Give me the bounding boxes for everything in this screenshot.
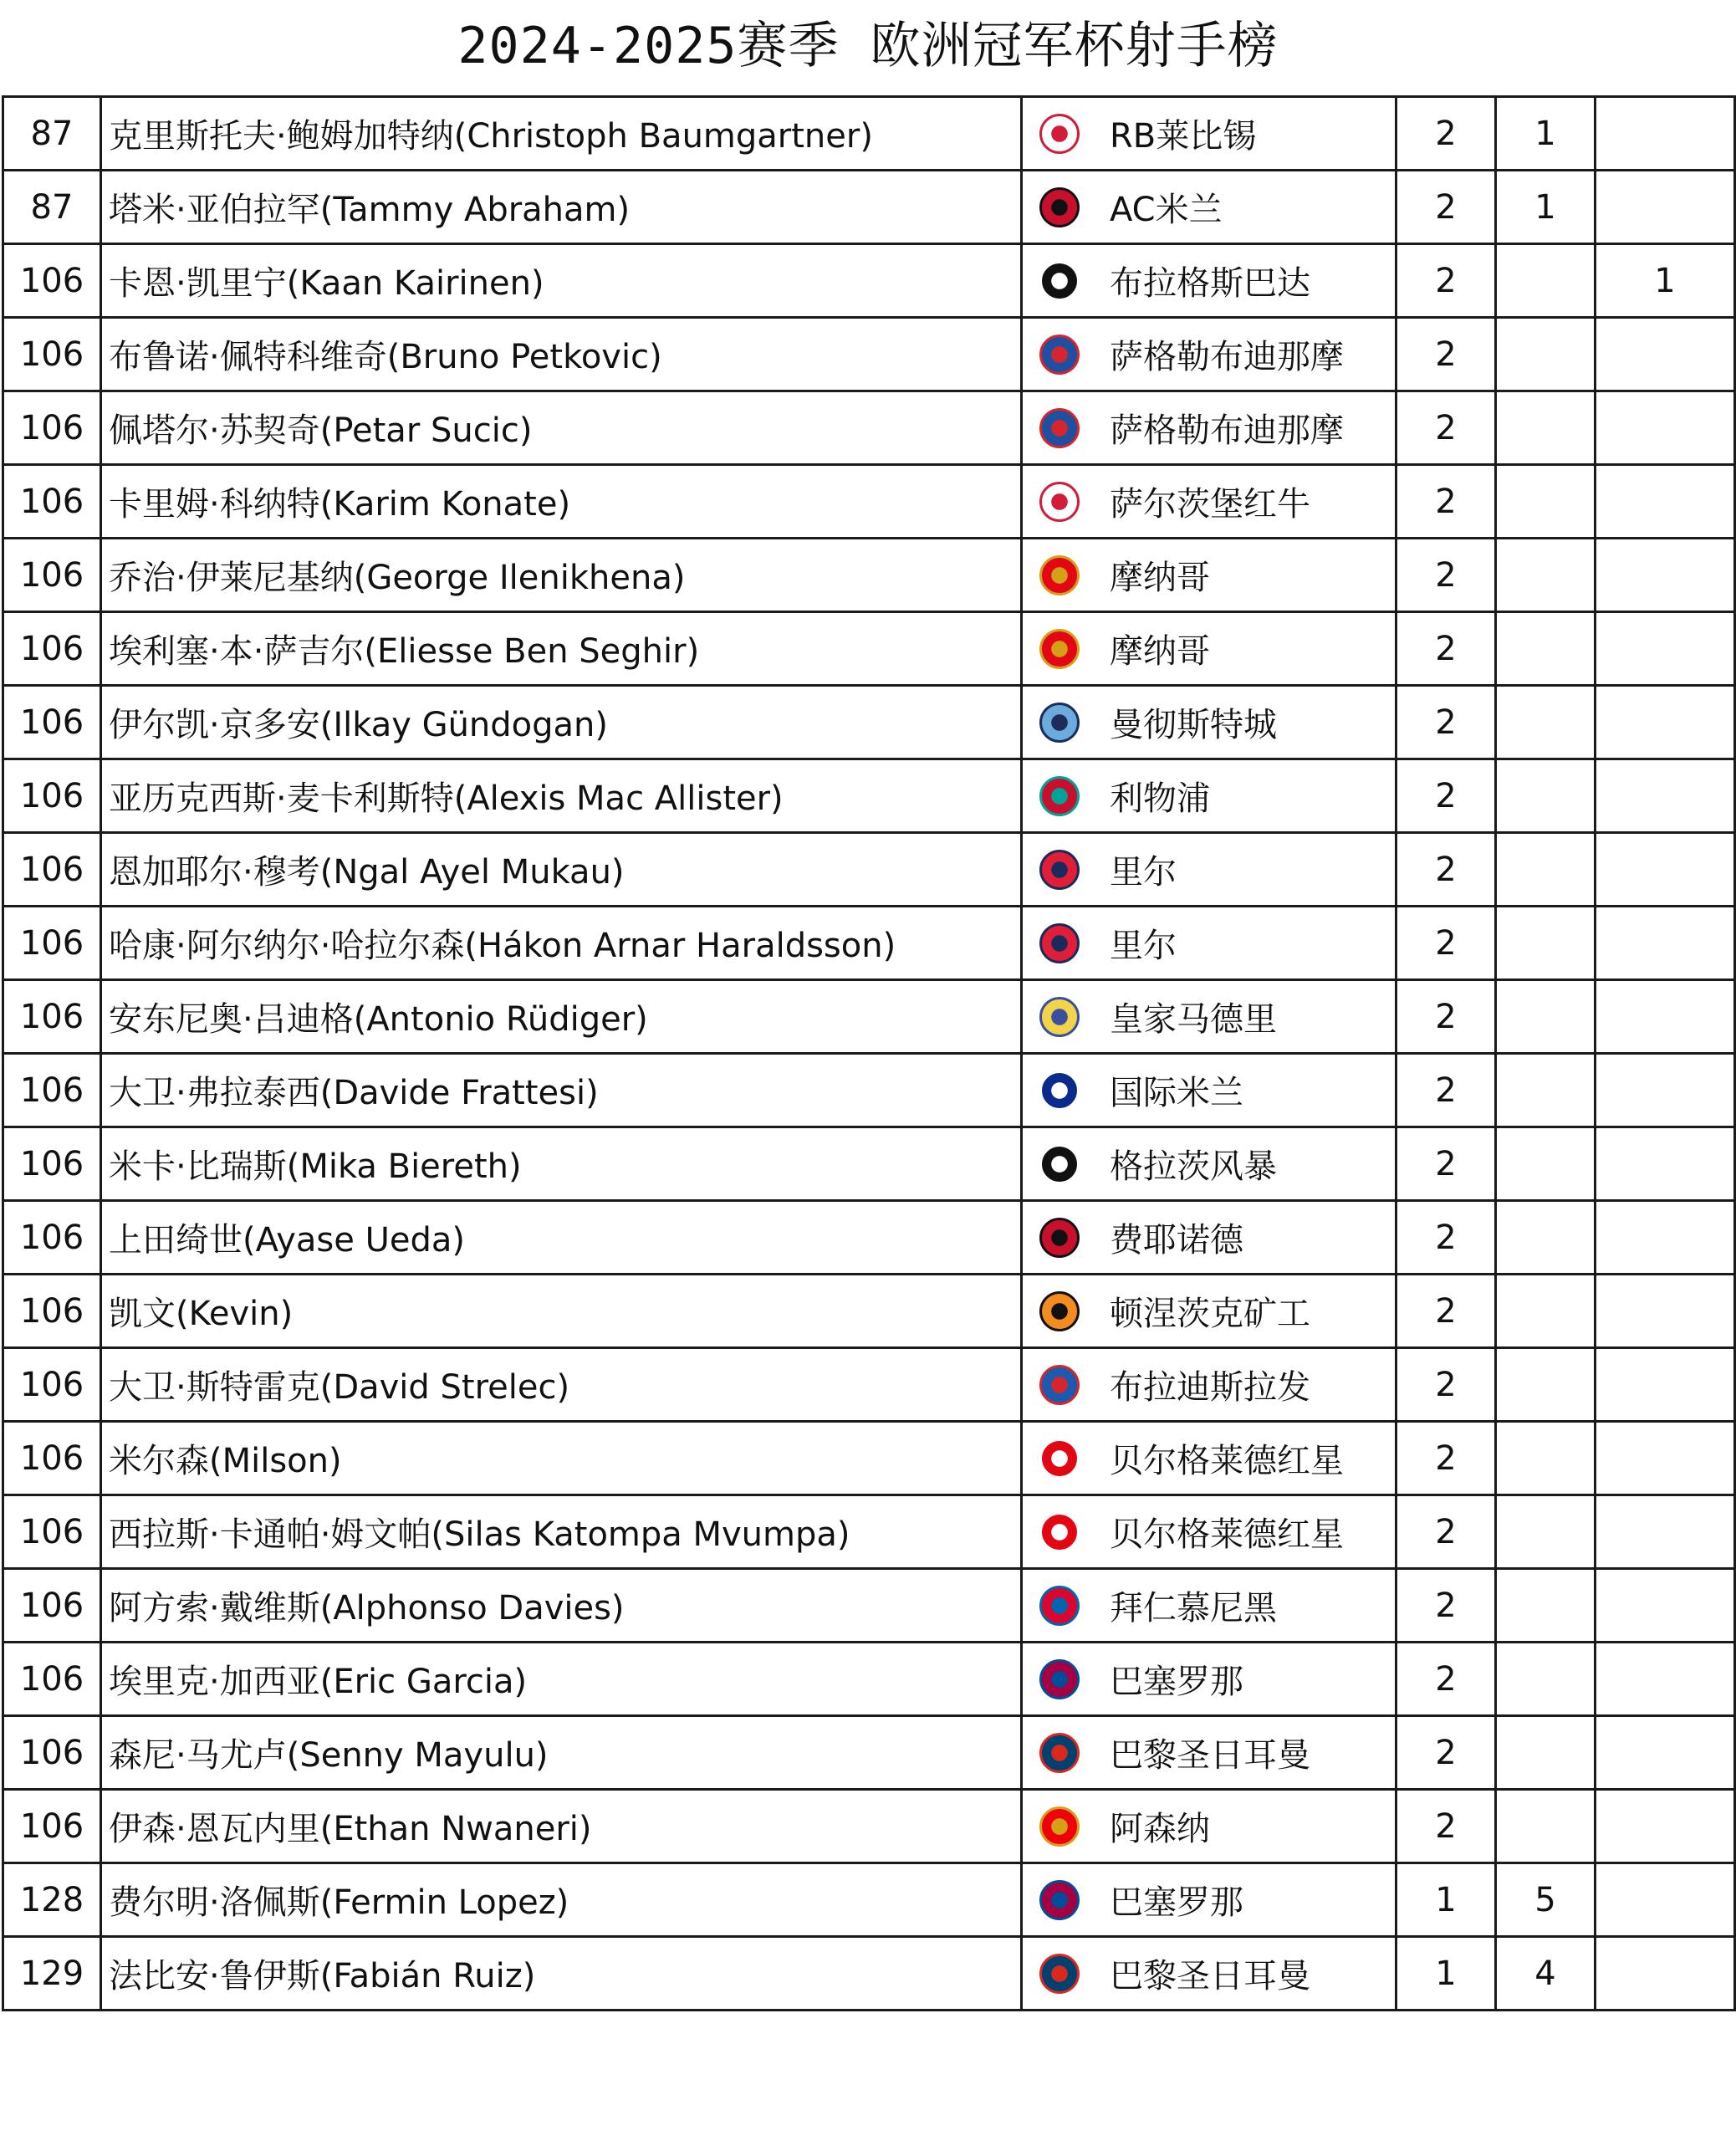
player-cell: 大卫·斯特雷克(David Strelec) — [101, 1348, 1022, 1422]
player-cell: 亚历克西斯·麦卡利斯特(Alexis Mac Allister) — [101, 759, 1022, 833]
liverpool-icon — [1039, 776, 1080, 816]
player-cell: 米卡·比瑞斯(Mika Biereth) — [101, 1127, 1022, 1201]
rank-cell: 106 — [3, 1790, 101, 1863]
dinamo-zagreb-icon — [1039, 335, 1080, 375]
stat-cell — [1596, 391, 1735, 465]
stat-cell — [1596, 1422, 1735, 1495]
rank-cell: 106 — [3, 1127, 101, 1201]
stat-cell — [1596, 1569, 1735, 1643]
club-cell — [1022, 318, 1396, 391]
table-row — [3, 1569, 1735, 1643]
dinamo-zagreb-icon — [1039, 408, 1080, 448]
club-cell — [1022, 759, 1396, 833]
goals-cell: 2 — [1396, 759, 1496, 833]
rank-cell: 106 — [3, 1275, 101, 1348]
rank-cell: 106 — [3, 1643, 101, 1716]
rank-cell: 106 — [3, 1716, 101, 1790]
table-row — [3, 612, 1735, 686]
stat-cell — [1596, 465, 1735, 539]
table-row — [3, 1348, 1735, 1422]
man-city-icon — [1039, 703, 1080, 743]
goals-cell: 2 — [1396, 1201, 1496, 1275]
player-cell: 大卫·弗拉泰西(Davide Frattesi) — [101, 1054, 1022, 1127]
goals-cell: 2 — [1396, 1275, 1496, 1348]
club-cell — [1022, 465, 1396, 539]
salzburg-icon — [1039, 482, 1080, 522]
stat-cell — [1496, 318, 1596, 391]
stat-cell: 4 — [1496, 1937, 1596, 2011]
goals-cell: 2 — [1396, 1790, 1496, 1863]
bayern-icon — [1039, 1586, 1080, 1626]
stat-cell — [1596, 1716, 1735, 1790]
player-cell: 塔米·亚伯拉罕(Tammy Abraham) — [101, 171, 1022, 244]
club-cell — [1022, 1275, 1396, 1348]
stat-cell — [1496, 1643, 1596, 1716]
table-row — [3, 1643, 1735, 1716]
club-name: 萨格勒布迪那摩 — [1110, 338, 1344, 376]
stat-cell — [1496, 391, 1596, 465]
table-row — [3, 1422, 1735, 1495]
rank-cell: 106 — [3, 1348, 101, 1422]
club-cell — [1022, 1569, 1396, 1643]
goals-cell: 2 — [1396, 97, 1496, 171]
rank-cell: 106 — [3, 612, 101, 686]
table-row — [3, 1937, 1735, 2011]
club-name: 国际米兰 — [1110, 1074, 1243, 1112]
player-cell: 伊尔凯·京多安(Ilkay Gündogan) — [101, 686, 1022, 759]
goals-cell: 2 — [1396, 980, 1496, 1054]
psg-icon — [1039, 1954, 1080, 1994]
club-name: 拜仁慕尼黑 — [1110, 1589, 1277, 1627]
club-name: 阿森纳 — [1110, 1810, 1210, 1848]
player-cell: 乔治·伊莱尼基纳(George Ilenikhena) — [101, 539, 1022, 612]
stat-cell — [1596, 1790, 1735, 1863]
scorers-table — [2, 95, 1736, 2011]
stat-cell — [1596, 759, 1735, 833]
goals-cell: 2 — [1396, 612, 1496, 686]
club-cell — [1022, 391, 1396, 465]
stat-cell — [1596, 612, 1735, 686]
stat-cell — [1496, 465, 1596, 539]
goals-cell: 2 — [1396, 171, 1496, 244]
stat-cell — [1496, 686, 1596, 759]
player-cell: 埃利塞·本·萨吉尔(Eliesse Ben Seghir) — [101, 612, 1022, 686]
table-row — [3, 833, 1735, 907]
rank-cell: 128 — [3, 1863, 101, 1937]
table-row — [3, 1275, 1735, 1348]
club-cell — [1022, 171, 1396, 244]
table-row — [3, 1863, 1735, 1937]
table-row — [3, 97, 1735, 171]
club-name: 巴黎圣日耳曼 — [1110, 1736, 1310, 1775]
red-star-icon — [1039, 1438, 1080, 1479]
lille-icon — [1039, 923, 1080, 963]
table-row — [3, 1790, 1735, 1863]
club-cell — [1022, 1643, 1396, 1716]
rank-cell: 106 — [3, 1569, 101, 1643]
goals-cell: 2 — [1396, 318, 1496, 391]
club-name: 格拉茨风暴 — [1110, 1147, 1277, 1186]
shakhtar-icon — [1039, 1291, 1080, 1331]
lille-icon — [1039, 850, 1080, 890]
club-name: 萨尔茨堡红牛 — [1110, 485, 1310, 524]
goals-cell: 2 — [1396, 1348, 1496, 1422]
stat-cell — [1596, 833, 1735, 907]
stat-cell — [1496, 244, 1596, 318]
stat-cell — [1596, 318, 1735, 391]
stat-cell — [1496, 759, 1596, 833]
stat-cell — [1596, 97, 1735, 171]
player-cell: 伊森·恩瓦内里(Ethan Nwaneri) — [101, 1790, 1022, 1863]
table-row — [3, 1716, 1735, 1790]
goals-cell: 2 — [1396, 391, 1496, 465]
stat-cell — [1496, 612, 1596, 686]
rank-cell: 106 — [3, 833, 101, 907]
club-name: 曼彻斯特城 — [1110, 706, 1277, 744]
stat-cell — [1596, 1937, 1735, 2011]
goals-cell: 1 — [1396, 1937, 1496, 2011]
stat-cell — [1596, 1275, 1735, 1348]
stat-cell — [1496, 1054, 1596, 1127]
goals-cell: 2 — [1396, 1422, 1496, 1495]
club-name: 费耶诺德 — [1110, 1221, 1243, 1260]
goals-cell: 2 — [1396, 907, 1496, 980]
sparta-prague-icon — [1039, 261, 1080, 301]
club-name: 布拉格斯巴达 — [1110, 264, 1310, 303]
table-row — [3, 1127, 1735, 1201]
goals-cell: 1 — [1396, 1863, 1496, 1937]
monaco-icon — [1039, 555, 1080, 595]
club-cell — [1022, 1937, 1396, 2011]
arsenal-icon — [1039, 1806, 1080, 1847]
monaco-icon — [1039, 629, 1080, 669]
red-star-icon — [1039, 1512, 1080, 1552]
club-cell — [1022, 1790, 1396, 1863]
stat-cell — [1596, 907, 1735, 980]
club-name: 摩纳哥 — [1110, 559, 1210, 597]
goals-cell: 2 — [1396, 833, 1496, 907]
table-row — [3, 539, 1735, 612]
psg-icon — [1039, 1733, 1080, 1773]
club-cell — [1022, 1495, 1396, 1569]
player-cell: 阿方索·戴维斯(Alphonso Davies) — [101, 1569, 1022, 1643]
club-name: 顿涅茨克矿工 — [1110, 1295, 1310, 1333]
club-name: 里尔 — [1110, 853, 1177, 892]
rank-cell: 106 — [3, 1201, 101, 1275]
table-row — [3, 1495, 1735, 1569]
club-name: 皇家马德里 — [1110, 1000, 1277, 1039]
goals-cell: 2 — [1396, 686, 1496, 759]
stat-cell — [1496, 1348, 1596, 1422]
table-row — [3, 980, 1735, 1054]
stat-cell — [1496, 1275, 1596, 1348]
stat-cell — [1596, 686, 1735, 759]
player-cell: 森尼·马尤卢(Senny Mayulu) — [101, 1716, 1022, 1790]
stat-cell — [1496, 833, 1596, 907]
inter-icon — [1039, 1070, 1080, 1111]
club-cell — [1022, 1716, 1396, 1790]
stat-cell — [1596, 1127, 1735, 1201]
player-cell: 安东尼奥·吕迪格(Antonio Rüdiger) — [101, 980, 1022, 1054]
stat-cell — [1596, 1054, 1735, 1127]
club-cell — [1022, 686, 1396, 759]
real-madrid-icon — [1039, 997, 1080, 1037]
ac-milan-icon — [1039, 187, 1080, 227]
barcelona-icon — [1039, 1880, 1080, 1920]
rank-cell: 106 — [3, 1422, 101, 1495]
stat-cell — [1596, 1348, 1735, 1422]
goals-cell: 2 — [1396, 244, 1496, 318]
rank-cell: 106 — [3, 465, 101, 539]
club-name: AC米兰 — [1110, 191, 1223, 229]
club-name: 巴塞罗那 — [1110, 1883, 1243, 1922]
page-title: 2024-2025赛季 欧洲冠军杯射手榜 — [457, 17, 1279, 75]
player-cell: 凯文(Kevin) — [101, 1275, 1022, 1348]
club-cell — [1022, 1863, 1396, 1937]
goals-cell: 2 — [1396, 1643, 1496, 1716]
stat-cell — [1496, 539, 1596, 612]
club-cell — [1022, 1127, 1396, 1201]
goals-cell: 2 — [1396, 539, 1496, 612]
club-name: 利物浦 — [1110, 779, 1210, 818]
rank-cell: 106 — [3, 980, 101, 1054]
stat-cell — [1496, 1422, 1596, 1495]
player-cell: 哈康·阿尔纳尔·哈拉尔森(Hákon Arnar Haraldsson) — [101, 907, 1022, 980]
rank-cell: 129 — [3, 1937, 101, 2011]
stat-cell — [1596, 539, 1735, 612]
stat-cell — [1596, 1201, 1735, 1275]
goals-cell: 2 — [1396, 1495, 1496, 1569]
stat-cell — [1496, 1790, 1596, 1863]
stat-cell: 1 — [1496, 171, 1596, 244]
table-row — [3, 318, 1735, 391]
barcelona-icon — [1039, 1659, 1080, 1699]
goals-cell: 2 — [1396, 1569, 1496, 1643]
feyenoord-icon — [1039, 1218, 1080, 1258]
player-cell: 西拉斯·卡通帕·姆文帕(Silas Katompa Mvumpa) — [101, 1495, 1022, 1569]
player-cell: 克里斯托夫·鲍姆加特纳(Christoph Baumgartner) — [101, 97, 1022, 171]
rank-cell: 106 — [3, 1495, 101, 1569]
table-row — [3, 759, 1735, 833]
table-row — [3, 244, 1735, 318]
rank-cell: 106 — [3, 907, 101, 980]
stat-cell — [1496, 1127, 1596, 1201]
rb-leipzig-icon — [1039, 114, 1080, 154]
goals-cell: 2 — [1396, 465, 1496, 539]
club-cell — [1022, 907, 1396, 980]
club-cell — [1022, 980, 1396, 1054]
club-name: 布拉迪斯拉发 — [1110, 1368, 1310, 1407]
club-cell — [1022, 539, 1396, 612]
rank-cell: 106 — [3, 686, 101, 759]
table-row — [3, 907, 1735, 980]
slovan-icon — [1039, 1365, 1080, 1405]
club-name: 贝尔格莱德红星 — [1110, 1442, 1344, 1480]
stat-cell — [1596, 1643, 1735, 1716]
stat-cell — [1496, 1716, 1596, 1790]
stat-cell: 1 — [1496, 97, 1596, 171]
table-row — [3, 1054, 1735, 1127]
rank-cell: 87 — [3, 97, 101, 171]
club-name: 摩纳哥 — [1110, 632, 1210, 671]
stat-cell — [1496, 980, 1596, 1054]
player-cell: 上田绮世(Ayase Ueda) — [101, 1201, 1022, 1275]
rank-cell: 106 — [3, 539, 101, 612]
player-cell: 米尔森(Milson) — [101, 1422, 1022, 1495]
club-cell — [1022, 244, 1396, 318]
club-cell — [1022, 97, 1396, 171]
rank-cell: 106 — [3, 759, 101, 833]
stat-cell — [1496, 1201, 1596, 1275]
club-cell — [1022, 612, 1396, 686]
goals-cell: 2 — [1396, 1054, 1496, 1127]
stat-cell — [1596, 171, 1735, 244]
club-name: 巴塞罗那 — [1110, 1663, 1243, 1701]
player-cell: 卡里姆·科纳特(Karim Konate) — [101, 465, 1022, 539]
club-cell — [1022, 1422, 1396, 1495]
table-row — [3, 686, 1735, 759]
rank-cell: 87 — [3, 171, 101, 244]
player-cell: 恩加耶尔·穆考(Ngal Ayel Mukau) — [101, 833, 1022, 907]
goals-cell: 2 — [1396, 1716, 1496, 1790]
stat-cell: 5 — [1496, 1863, 1596, 1937]
club-name: 巴黎圣日耳曼 — [1110, 1957, 1310, 1995]
club-name: 贝尔格莱德红星 — [1110, 1515, 1344, 1554]
stat-cell: 1 — [1596, 244, 1735, 318]
sturm-graz-icon — [1039, 1144, 1080, 1184]
rank-cell: 106 — [3, 318, 101, 391]
table-row — [3, 171, 1735, 244]
club-cell — [1022, 833, 1396, 907]
player-cell: 卡恩·凯里宁(Kaan Kairinen) — [101, 244, 1022, 318]
club-cell — [1022, 1201, 1396, 1275]
table-row — [3, 1201, 1735, 1275]
player-cell: 费尔明·洛佩斯(Fermin Lopez) — [101, 1863, 1022, 1937]
stat-cell — [1596, 980, 1735, 1054]
player-cell: 法比安·鲁伊斯(Fabián Ruiz) — [101, 1937, 1022, 2011]
club-cell — [1022, 1054, 1396, 1127]
table-row — [3, 465, 1735, 539]
rank-cell: 106 — [3, 391, 101, 465]
stat-cell — [1496, 1495, 1596, 1569]
club-name: RB莱比锡 — [1110, 117, 1257, 156]
player-cell: 佩塔尔·苏契奇(Petar Sucic) — [101, 391, 1022, 465]
goals-cell: 2 — [1396, 1127, 1496, 1201]
club-name: 萨格勒布迪那摩 — [1110, 411, 1344, 450]
player-cell: 埃里克·加西亚(Eric Garcia) — [101, 1643, 1022, 1716]
table-row — [3, 391, 1735, 465]
club-cell — [1022, 1348, 1396, 1422]
stat-cell — [1596, 1863, 1735, 1937]
player-cell: 布鲁诺·佩特科维奇(Bruno Petkovic) — [101, 318, 1022, 391]
stat-cell — [1596, 1495, 1735, 1569]
stat-cell — [1496, 907, 1596, 980]
rank-cell: 106 — [3, 244, 101, 318]
stat-cell — [1496, 1569, 1596, 1643]
rank-cell: 106 — [3, 1054, 101, 1127]
club-name: 里尔 — [1110, 927, 1177, 965]
